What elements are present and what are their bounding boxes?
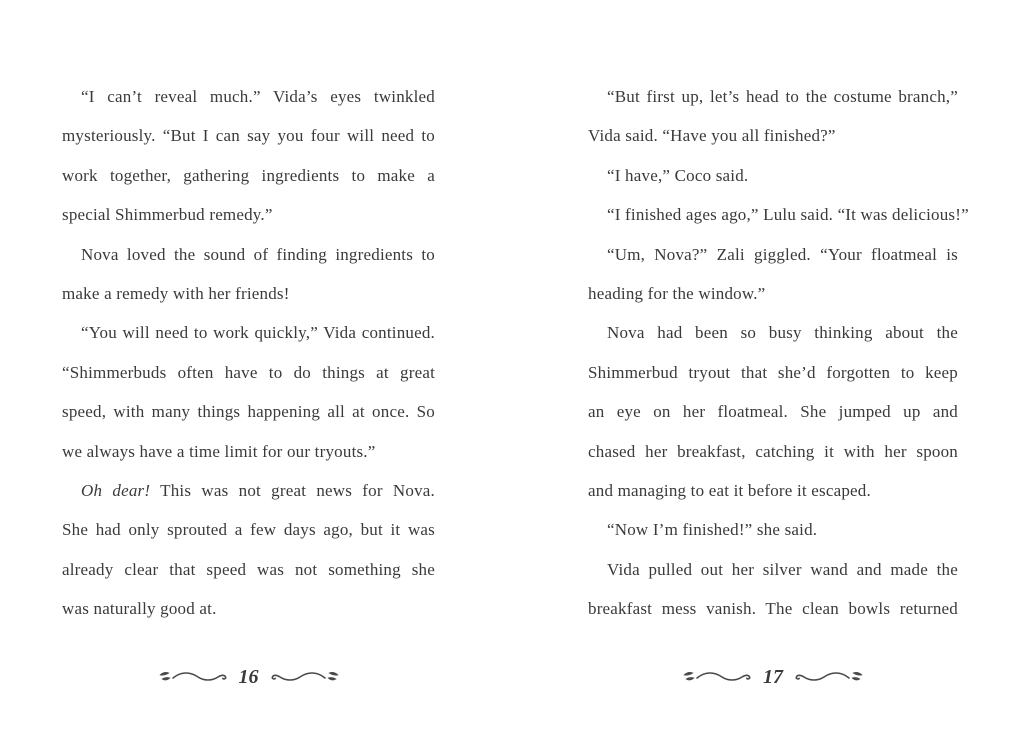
text-line: and managing to eat it before it escaped. (588, 480, 871, 500)
page-16-text-column (62, 77, 435, 628)
text-line: Shimmerbud tryout that she’d forgotten to keep (588, 362, 958, 382)
text-line: “I have,” Coco said. (607, 165, 749, 185)
text-line: work together, gathering ingredients to make a (62, 165, 435, 185)
page-16-footer (62, 662, 435, 692)
text-line: chased her breakfast, catching it with her spoon (588, 441, 958, 461)
text-line: Vida pulled out her silver wand and made the (607, 559, 958, 579)
text-line: breakfast mess vanish. The clean bowls returned (588, 599, 958, 619)
text-line: “But first up, let’s head to the costume branch,” (607, 87, 958, 106)
text-line: we always have a time limit for our tryouts.” (62, 441, 376, 461)
text-line: “Now I’m finished!” she said. (607, 520, 818, 540)
flourish-ornament-icon (682, 668, 752, 686)
text-line: heading for the window.” (588, 283, 766, 303)
text-line: an eye on her floatmeal. She jumped up and (588, 402, 958, 422)
text-line: “I finished ages ago,” Lulu said. “It was delicious!” (607, 205, 969, 225)
flourish-ornament-icon (158, 668, 228, 686)
page-17-text-column (588, 77, 969, 628)
page-17-footer (588, 662, 958, 692)
text-line: “Shimmerbuds often have to do things at great (62, 362, 435, 382)
text-line: She had only sprouted a few days ago, but it was (62, 520, 435, 540)
text-line: make a remedy with her friends! (62, 283, 290, 303)
text-line: Vida said. “Have you all finished?” (588, 126, 836, 146)
text-line: already clear that speed was not something she (62, 559, 435, 579)
page-number: 16 (238, 666, 259, 688)
text-line: was naturally good at. (62, 599, 217, 619)
page-number: 17 (763, 666, 783, 688)
text-line: “I can’t reveal much.” Vida’s eyes twinkled (81, 87, 435, 106)
flourish-ornament-icon (794, 668, 864, 686)
emphasized-text: Oh dear! (81, 480, 151, 500)
flourish-ornament-icon (270, 668, 340, 686)
text-line: “You will need to work quickly,” Vida continued. (81, 323, 435, 343)
text-line: “Um, Nova?” Zali giggled. “Your floatmeal is (607, 244, 958, 264)
text-line: Nova loved the sound of finding ingredients to (81, 244, 435, 264)
text-line: Nova had been so busy thinking about the (607, 323, 958, 343)
text-line: Oh dear! This was not great news for Nova. (81, 480, 435, 500)
text-line: speed, with many things happening all at once. So (62, 402, 435, 422)
text-line: mysteriously. “But I can say you four will need to (62, 126, 435, 146)
text-line: special Shimmerbud remedy.” (62, 205, 273, 225)
